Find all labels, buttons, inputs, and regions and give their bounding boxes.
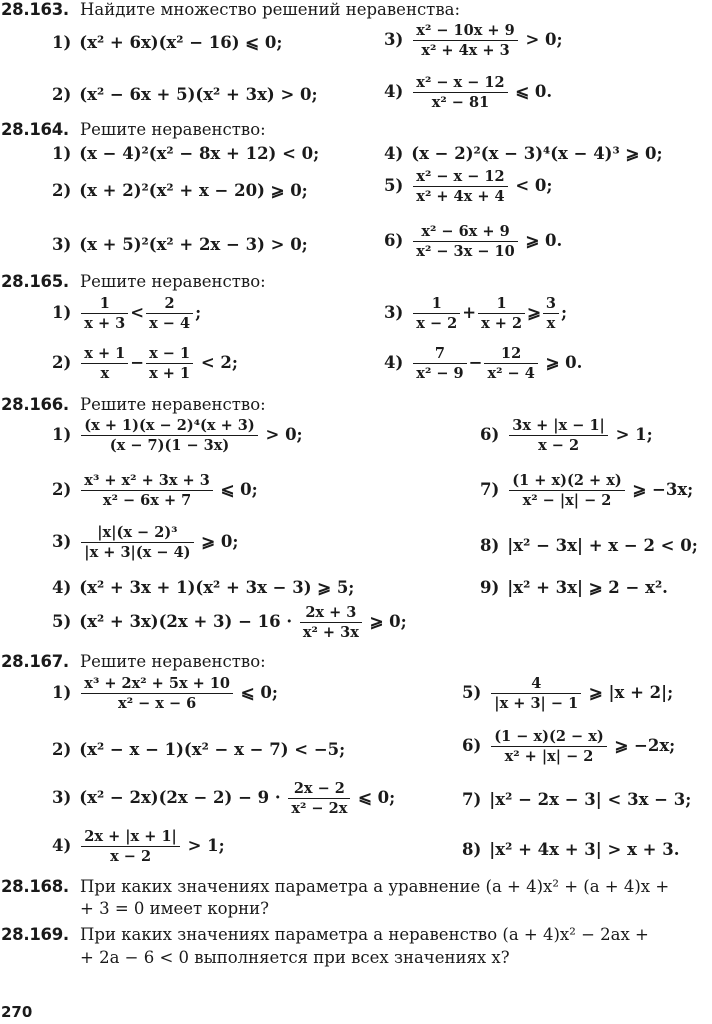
item: 3) $\frac{\text{x² − 10x + 9}}{\text{x² + 4x + 3}}$ > 0;: [384, 22, 563, 59]
problem-title: Решите неравенство:: [80, 120, 266, 139]
item: 1) (x − 4)²(x² − 8x + 12) < 0;: [52, 144, 320, 163]
item: 5) $\frac{4}{|x + 3| - 1}$ ⩾ |x + 2|;: [462, 675, 674, 712]
item: 4) $\frac{7}{\text{x² − 9}}$ − $\frac{12}{\text{x² − 4}}$ ⩾ 0.: [384, 345, 583, 382]
item: 3) $\frac{1}{x - 2}$ + $\frac{1}{x + 2}$ ⩾ $\frac{3}{x}$ ;: [384, 295, 568, 332]
item: 2) $\frac{x + 1}{x}$ − $\frac{x - 1}{x + 1}$ < 2;: [52, 345, 238, 382]
item: 2) $\frac{\text{x³ + x² + 3x + 3}}{\text{x² − 6x + 7}}$ ⩽ 0;: [52, 472, 258, 509]
problem-number: 28.165.: [1, 272, 69, 291]
item: 4) $\frac{2x + |x + 1|}{x - 2}$ > 1;: [52, 828, 225, 865]
item: 5) (x² + 3x)(2x + 3) − 16 · $\frac{2x + 3}{\text{x² + 3x}}$ ⩾ 0;: [52, 604, 407, 641]
problem-text-line: При каких значениях параметра a уравнение (a + 4)x² + (a + 4)x +: [80, 877, 670, 896]
item: 7) |x² − 2x − 3| < 3x − 3;: [462, 790, 692, 809]
item: 4) (x − 2)²(x − 3)⁴(x − 4)³ ⩾ 0;: [384, 144, 663, 163]
problem-number: 28.168.: [1, 877, 69, 896]
item: 1) (x² + 6x)(x² − 16) ⩽ 0;: [52, 33, 283, 52]
item: 7) $\frac{(1 + x)(2 + x)}{\text{x² − |x| − 2}}$ ⩾ −3x;: [480, 472, 694, 509]
problem-title: Найдите множество решений неравенства:: [80, 0, 460, 19]
item: 8) |x² − 3x| + x − 2 < 0;: [480, 536, 698, 555]
item: 2) (x² − 6x + 5)(x² + 3x) > 0;: [52, 85, 318, 104]
item: 3) (x + 5)²(x² + 2x − 3) > 0;: [52, 235, 308, 254]
item: 6) $\frac{(1 - x)(2 - x)}{\text{x² + |x| − 2}}$ ⩾ −2x;: [462, 728, 676, 765]
item: 1) $\frac{\text{x³ + 2x² + 5x + 10}}{\text{x² − x − 6}}$ ⩽ 0;: [52, 675, 278, 712]
problem-text-line: При каких значениях параметра a неравенство (a + 4)x² − 2ax +: [80, 925, 649, 944]
page-number: 270: [1, 1003, 33, 1021]
problem-title: Решите неравенство:: [80, 395, 266, 414]
item: 2) (x + 2)²(x² + x − 20) ⩾ 0;: [52, 181, 308, 200]
problem-number: 28.163.: [1, 0, 69, 19]
item: 4) (x² + 3x + 1)(x² + 3x − 3) ⩾ 5;: [52, 578, 355, 597]
item: 6) $\frac{3x + |x - 1|}{x - 2}$ > 1;: [480, 417, 653, 454]
item: 1) $\frac{1}{x + 3}$ < $\frac{2}{x - 4}$ ;: [52, 295, 202, 332]
item: 3) (x² − 2x)(2x − 2) − 9 · $\frac{2x - 2}{\text{x² − 2x}}$ ⩽ 0;: [52, 780, 396, 817]
problem-number: 28.164.: [1, 120, 69, 139]
problem-title: Решите неравенство:: [80, 272, 266, 291]
problem-number: 28.167.: [1, 652, 69, 671]
item: 8) |x² + 4x + 3| > x + 3.: [462, 840, 680, 859]
problem-number: 28.169.: [1, 925, 69, 944]
item: 4) $\frac{\text{x² − x − 12}}{\text{x² − 81}}$ ⩽ 0.: [384, 74, 553, 111]
problem-text-line: + 3 = 0 имеет корни?: [80, 899, 270, 918]
problem-title: Решите неравенство:: [80, 652, 266, 671]
item: 6) $\frac{\text{x² − 6x + 9}}{\text{x² − 3x − 10}}$ ⩾ 0.: [384, 223, 563, 260]
item: 3) $\frac{\text{|x|(x − 2)³}}{|x + 3|(x - 4)}$ ⩾ 0;: [52, 524, 239, 561]
problem-text-line: + 2a − 6 < 0 выполняется при всех значениях x?: [80, 948, 510, 967]
item: 5) $\frac{\text{x² − x − 12}}{\text{x² + 4x + 4}}$ < 0;: [384, 168, 553, 205]
item: 2) (x² − x − 1)(x² − x − 7) < −5;: [52, 740, 346, 759]
problem-number: 28.166.: [1, 395, 69, 414]
item: 1) $\frac{\text{(x + 1)(x − 2)⁴(x + 3)}}{(x - 7)(1 - 3x)}$ > 0;: [52, 417, 303, 454]
item: 9) |x² + 3x| ⩾ 2 − x².: [480, 578, 668, 597]
